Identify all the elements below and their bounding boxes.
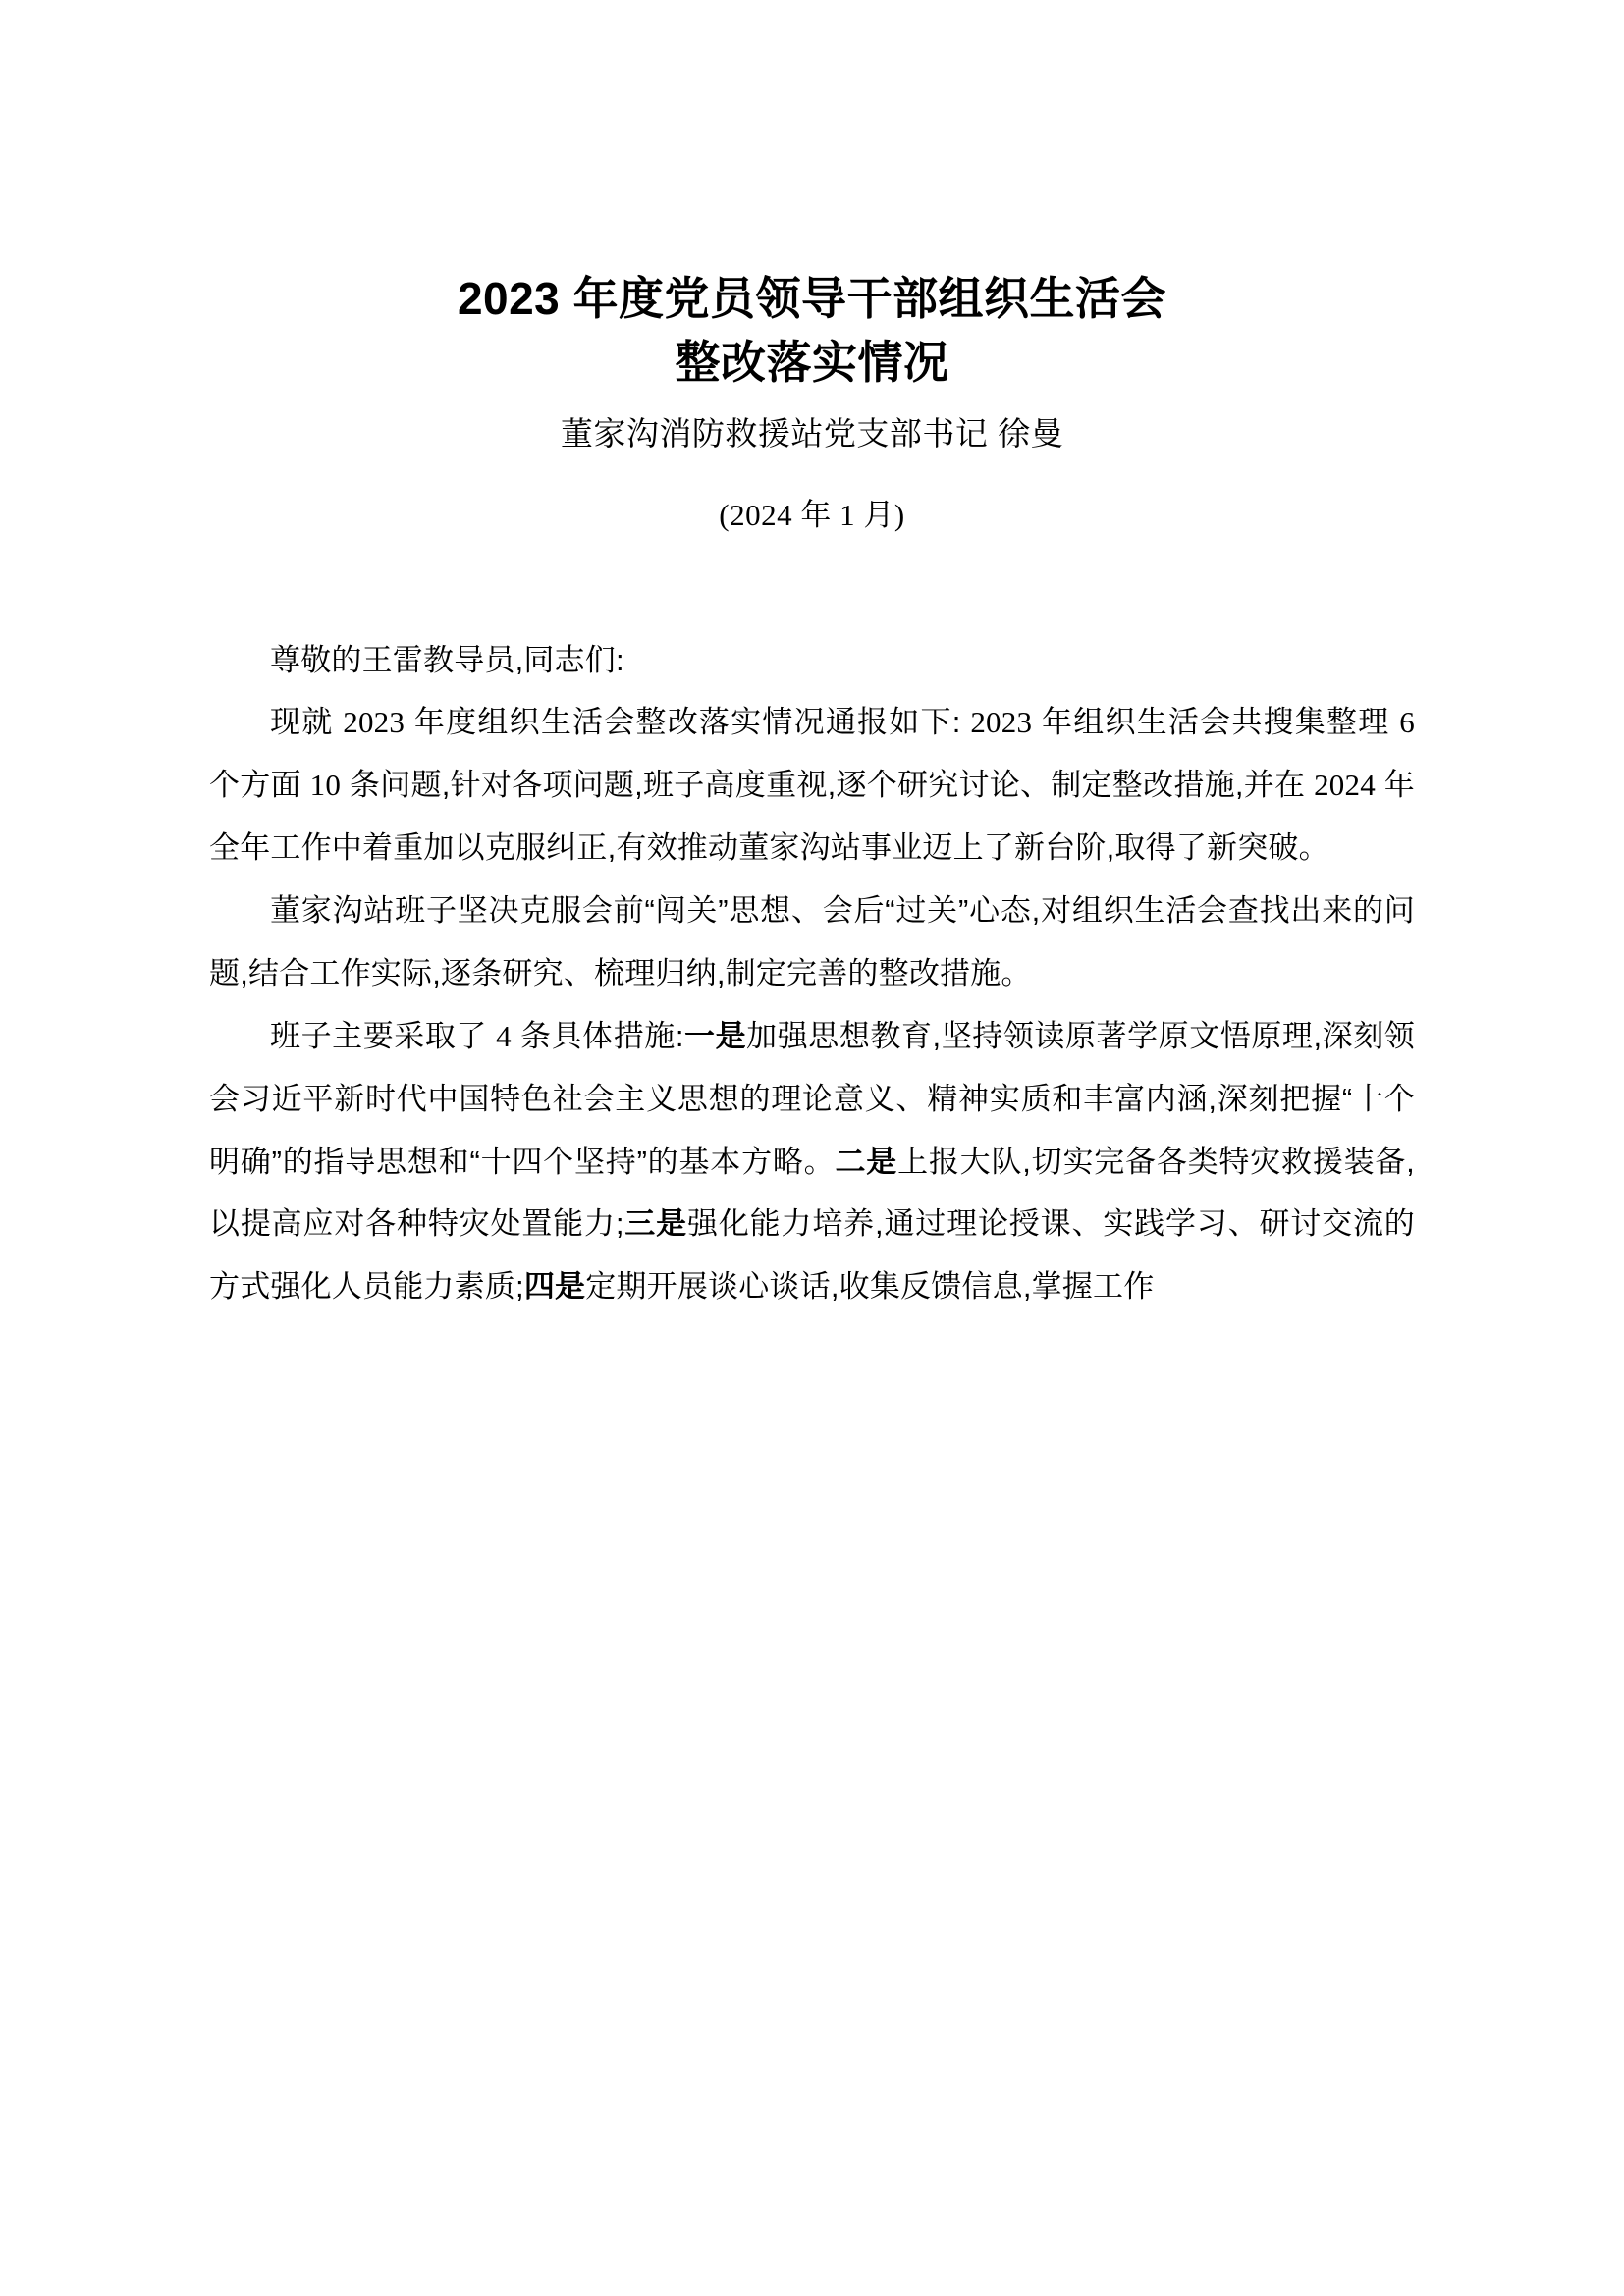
title-line-1: 2023 年度党员领导干部组织生活会 (457, 273, 1167, 324)
document-subtitle: 董家沟消防救援站党支部书记 徐曼 (560, 414, 1064, 452)
document-content (209, 0, 1415, 1318)
title-line-2: 整改落实情况 (675, 337, 949, 389)
paragraph-attitude: 董家沟站班子坚决克服会前“闯关”思想、会后“过关”心态,对组织生活会查找出来的问题,结合工作实际,逐条研究、梳理归纳,制定完善的整改措施。 (209, 893, 1415, 990)
page-title (209, 267, 1415, 396)
paragraph-measures: 班子主要采取了 4 条具体措施:一是加强思想教育,坚持领读原著学原文悟原理,深刻领会习近平新时代中国特色社会主义思想的理论意义、精神实质和丰富内涵,深刻把握“十个明确”的指导思想和“十四个坚持”的基本方略。二是上报大队,切实完备各类特灾救援装备,以提高应对各种特灾处置能力;三是强化能力培养,通过理论授课、实践学习、研讨交流的方式强化人员能力素质;四是定期开展谈心谈话,收集反馈信息,掌握工作 (209, 1018, 1415, 1305)
paragraph-salutation: 尊敬的王雷教导员,同志们: (270, 642, 624, 677)
document-date: (2024 年 1 月) (719, 498, 905, 533)
paragraph-overview: 现就 2023 年度组织生活会整改落实情况通报如下: 2023 年组织生活会共搜集整理 6 个方面 10 条问题,针对各项问题,班子高度重视,逐个研究讨论、制定整改措施,并在 2024 年全年工作中着重加以克服纠正,有效推动董家沟站事业迈上了新台阶,取得了新突破。 (209, 705, 1415, 866)
title-block (209, 0, 1415, 539)
document-body (209, 629, 1415, 1318)
